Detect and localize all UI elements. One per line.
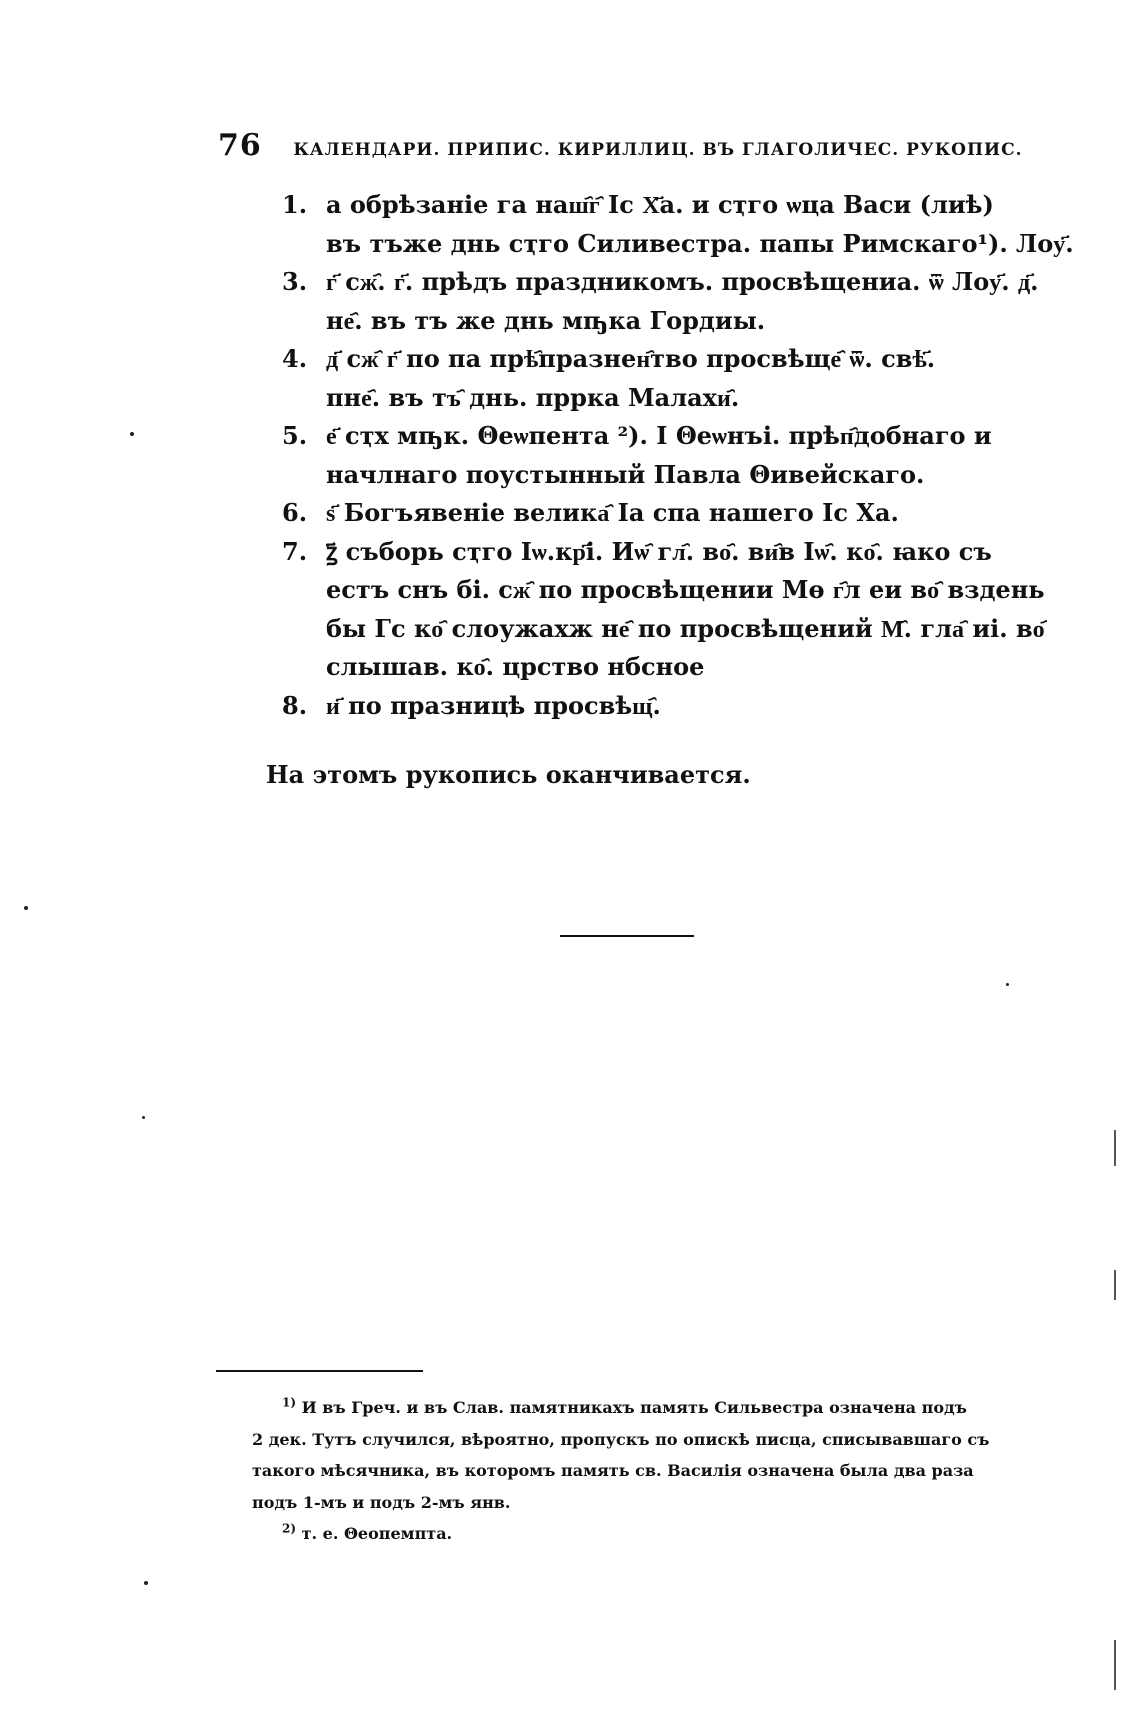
footnote-text: т. е. Θеопемпта.	[301, 1524, 453, 1543]
page-number: 76	[218, 128, 262, 163]
entry-line: естъ снъ бі. сж҄ по просвѣщении Мө г҄л еи во҄ вздень	[326, 575, 1045, 604]
calendar-entry	[282, 340, 1047, 417]
scan-speck	[24, 906, 28, 910]
entry-line: не҄. въ тъ же днь мҧка Гордиы.	[326, 305, 766, 335]
entry-line: д҃ сж҄ г҃ по па прѣ҄празнен҄тво просвѣще҄ ѿ. свѣ҃.	[326, 344, 936, 373]
footnote-rule	[216, 1370, 423, 1372]
closing-note: На этомъ рукопись оканчивается.	[266, 760, 751, 789]
running-head	[218, 128, 1023, 163]
calendar-entry	[282, 263, 1047, 340]
entry-number: 1.	[282, 190, 308, 219]
calendar-entry	[282, 417, 1047, 494]
entry-line: и҃ по празницѣ просвѣщ҄.	[326, 690, 661, 720]
calendar-entry	[282, 186, 1074, 263]
scan-speck	[130, 432, 134, 436]
footnote-1	[252, 1392, 1044, 1424]
footnote-2	[252, 1518, 1044, 1550]
entry-line: а обрѣзаніе га наш҄г҄ Іс Х҃а. и сҭго ѡца Васи (лиѣ)	[326, 190, 994, 219]
calendar-entries	[282, 186, 1074, 725]
entry-line: е҃ сҭх мҧк. Θеѡпента ²). І Θеѡнъі. прѣп҄добнаго и	[326, 421, 992, 450]
entry-line: бы Гс ко҄ слоужахж не҄ по просвѣщений М҄. гла҄ иі. во҄	[326, 613, 1045, 643]
entry-number: 7.	[282, 536, 308, 566]
footnote-text: И въ Греч. и въ Слав. памятникахъ память Сильвестра означена подъ	[301, 1398, 967, 1417]
entry-line: слышав. ко҄. црство нбсное	[326, 652, 705, 681]
entry-line: въ тъже днь сҭго Силивестра. папы Римскаго¹). Лоу҃.	[326, 228, 1074, 258]
scan-speck	[1006, 983, 1009, 986]
entry-line: начлнаго поустынный Павла Θивейскаго.	[326, 459, 925, 489]
scan-speck	[144, 1581, 148, 1585]
entry-number: 3.	[282, 267, 308, 296]
entry-number: 5.	[282, 421, 308, 450]
entry-line: ѕ҃ Богъявеніе велика҄ Іа спа нашего Іс Ха.	[326, 498, 899, 527]
entry-line: г҃ сж҄. г҃. прѣдъ праздникомъ. просвѣщениа. ѿ Лоу҃. д҃.	[326, 267, 1039, 296]
running-title: КАЛЕНДАРИ. ПРИПИС. КИРИЛЛИЦ. ВЪ ГЛАГОЛИЧЕС. РУКОПИС.	[293, 140, 1023, 160]
entry-line: ꙁ҃ съборь сҭго Іѡ.кр҃і. Иѡ҄ гл҄. во҄. ви҄в Іѡ҄. ко҄. ꙗко съ	[326, 536, 992, 566]
section-separator-rule	[560, 935, 694, 937]
footnotes	[252, 1392, 1044, 1550]
calendar-entry	[282, 494, 1047, 533]
footnote-marker: 2)	[282, 1521, 297, 1536]
footnote-text: такого мѣсячника, въ которомъ память св. Василія означена была два раза	[252, 1461, 974, 1480]
calendar-entry	[282, 687, 1047, 726]
entry-number: 8.	[282, 690, 308, 720]
footnote-marker: 1)	[282, 1395, 297, 1410]
scan-edge-mark	[1114, 1270, 1116, 1300]
footnote-text: подъ 1-мъ и подъ 2-мъ янв.	[252, 1492, 511, 1512]
entry-line: пне҄. въ тъ҄ днь. пррка Малахи҄.	[326, 382, 740, 412]
entry-number: 6.	[282, 498, 308, 527]
scan-speck	[142, 1116, 145, 1119]
entry-number: 4.	[282, 344, 308, 373]
scan-edge-mark	[1114, 1130, 1116, 1166]
scan-edge-mark	[1114, 1640, 1116, 1690]
calendar-entry	[282, 533, 1047, 687]
footnote-text: 2 дек. Тутъ случился, вѣроятно, пропускъ по опискѣ писца, списывавшаго съ	[252, 1429, 990, 1449]
